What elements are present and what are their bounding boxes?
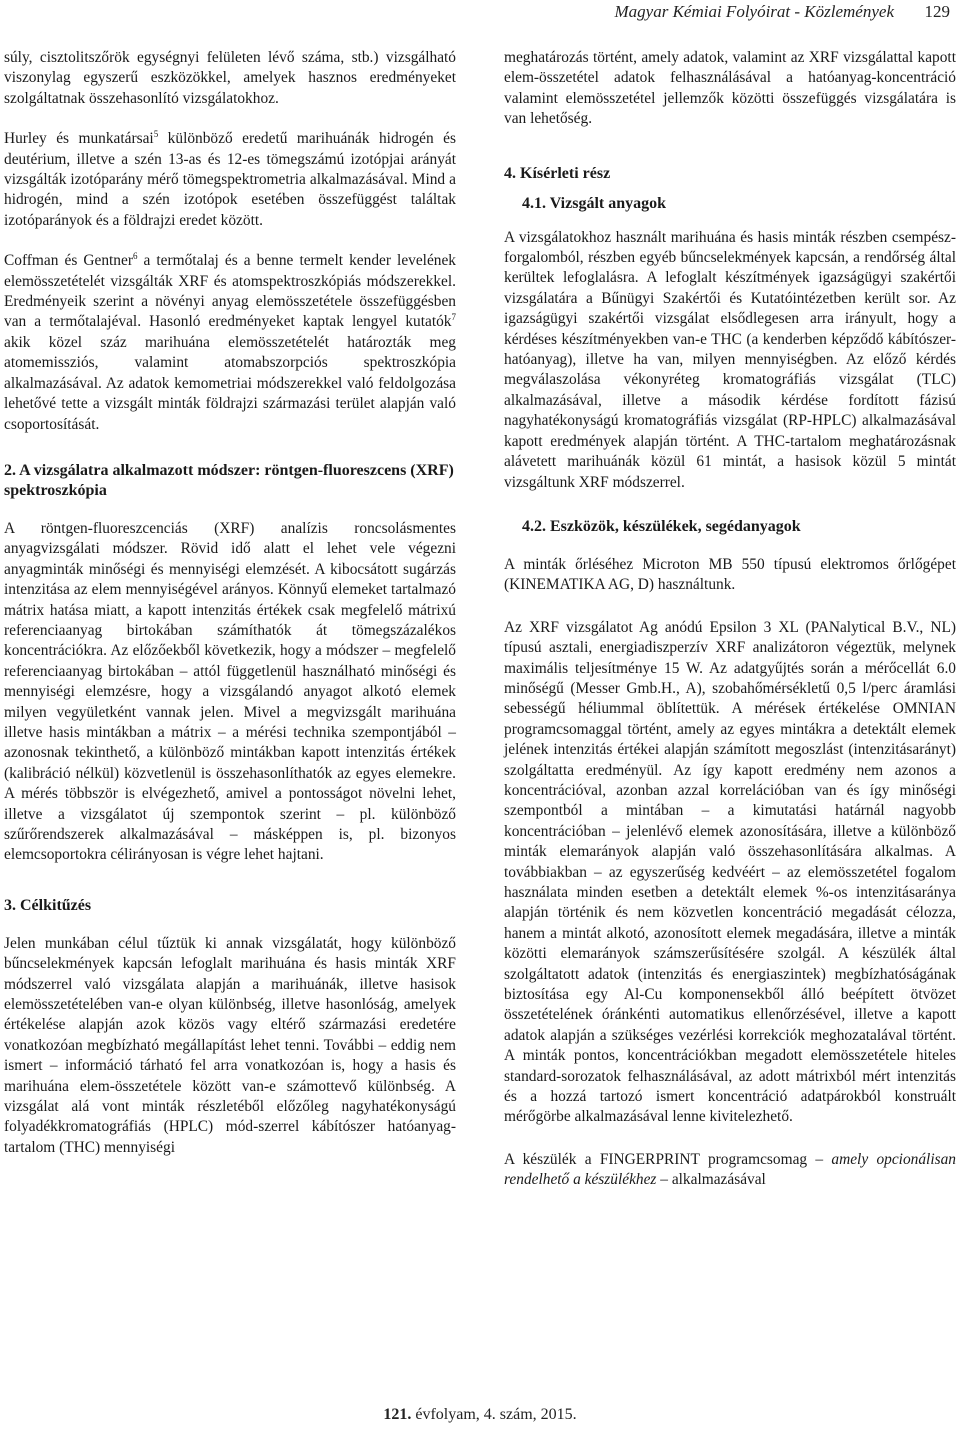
section-heading: 4. Kísérleti rész	[504, 164, 611, 182]
left-column	[4, 48, 456, 1178]
paragraph	[4, 129, 456, 231]
paragraph: A minták őrléséhez Microton MB 550 típusú elektromos őrlőgépet (KINEMATIKA AG, D) használtunk.	[504, 555, 956, 594]
paragraph-text: A készülék a FINGERPRINT programcsomag –	[504, 1150, 832, 1168]
paragraph: Jelen munkában célul tűztük ki annak vizsgálatát, hogy különböző bűncselekmények kapcsán lefoglalt marihuána és hasis minták XRF módszerrel való vizsgálata alapján a marihuánák, illetve hasisok elemösszetételében van-e olyan különbség, illetve hasonlóság, amelyek értékelése alapján azok közös vagy eltérő származási eredetére vonatkozóan megbízható megállapítást lehet tenni. További – eddig nem ismert – információ tárható fel arra vonatkozóan is, hogy a hasis és marihuána elem-összetétele között van-e számottevő különbség. A vizsgálat alá vont minták részletéből előzőleg nagyhatékonyságú folyadékkromatográfiás (HPLC) mód-szerrel kábítószer hatóanyag-tartalom (THC) mennyiségi	[4, 934, 456, 1156]
issue-info: évfolyam, 4. szám, 2015.	[411, 1406, 577, 1423]
section-heading: 3. Célkitűzés	[4, 896, 92, 914]
paragraph: A vizsgálatokhoz használt marihuána és hasis minták részben csempész-forgalomból, részben egyéb bűncselekmények kapcsán, a rendőrség által kerültek lefoglalásra. A lefoglalt készítmények igazságügyi szakértői vizsgálatára a Bűnügyi Szakértői és Kutatóintézetben került sor. Az igazságügyi szakértői vizsgálat elsődlegesen arra irányult, hogy a kérdéses készítményekben van-e THC (a kenderben képződő kábítószer-hatóanyag), illetve ha van, milyen mennyiségben. Az előző kérdés megválaszolása vékonyréteg kromatográfiás vizsgálat (TLC) alkalmazásával, illetve a második kérdése fordított fázisú nagyhatékonyságú kromatográfiás vizsgálat (RP-HPLC) alkalmazásával kapott eredmények alapján történt. A THC-tartalom meghatározásnak alávetett marihuánák közül 61 mintát, a hasisok közül 5 mintát vizsgáltunk XRF módszerrel.	[504, 228, 956, 491]
page-number: 129	[924, 2, 950, 21]
paragraph-text: a termőtalaj és a benne termelt kender levelének elemösszetételét vizsgálták XRF és atomspektroszkópiás módszerekkel. Eredményeik szerint a növényi anyag elemösszetétele összefüggésben van a termőtalajéval. Hasonló eredményeket kaptak lengyel kutatók	[4, 252, 457, 331]
paragraph	[4, 251, 456, 435]
running-header	[0, 2, 960, 26]
paragraph-text: Hurley és munkatársai	[4, 130, 154, 148]
journal-title: Magyar Kémiai Folyóirat - Közlemények	[614, 2, 894, 21]
paragraph-text: – alkalmazásával	[656, 1171, 766, 1189]
subsection-heading: 4.2. Eszközök, készülékek, segédanyagok	[522, 517, 801, 535]
paragraph	[504, 1150, 956, 1191]
paragraph: A röntgen-fluoreszcenciás (XRF) analízis roncsolásmentes anyagvizsgálati módszer. Rövid idő alatt el lehet vele végezni anyagminták minőségi és mennyiségi elemzését. A kibocsátott sugárzás intenzitása az elem mennyiségével arányos. Könnyű elemeket tartalmazó mátrix hatása miatt, a kapott intenzitás értékek csak megfelelő mátrixú referenciaanyag birtokában számíthatók át tömegszázalékos koncentrációkra. Az előzőekből következik, hogy a módszer – megfelelő referenciaanyag birtokában – attól függetlenül használható minőségi és mennyiségi elemzésre, hogy a vizsgálandó anyagot alkotó elemek milyen vegyületként vannak jelen. Mivel a megvizsgált marihuána illetve hasis mintákban a mátrix – a mérési technika szempontjából – azonosnak tekinthető, a különböző mintákban kapott intenzitás értékek (kalibráció nélkül) közvetlenül is összehasonlíthatók az egyes elemekre. A mérés többször is elvégezhető, amivel a pontosságot növelni lehet, illetve a vizsgálatot új szempontok szerint – pl. különböző szűrőrendszerek alkalmazásával – másképpen is, pl. bizonyos elemcsoportokra célirányosan is végre lehet hajtani.	[4, 519, 456, 864]
citation-marker: 7	[451, 312, 456, 323]
running-footer	[0, 1406, 960, 1424]
paragraph-text: Coffman és Gentner	[4, 252, 133, 270]
paragraph-italic-text: amely opcionálisan rendelhető a készülékhez	[504, 1150, 956, 1189]
paragraph-text: különböző eredetű marihuánák hidrogén és deutérium, illetve a szén 13-as és 12-es tömegszámú izotópjai arányát vizsgálták izotóparány mérő tömegspektrometria alkalmazásával. Mind a hidrogén, mind a szén izotópok esetében összefüggést találtak izotóparányok és a földrajzi eredet között.	[4, 130, 456, 229]
paragraph: súly, cisztolitszőrök egységnyi felületen lévő száma, stb.) vizsgálható viszonylag egyszerű eszközökkel, amelyek hasznos eredményeket szolgáltatnak összehasonlító vizsgálatokhoz.	[4, 49, 456, 107]
paragraph: meghatározás történt, amely adatok, valamint az XRF vizsgálattal kapott elem-összetétel adatok felhasználásával a hatóanyag-koncentráció valamint elemösszetétel jellemzők közötti összefüggés vizsgálatára is van lehetőség.	[504, 49, 956, 128]
volume-number: 121.	[383, 1406, 412, 1423]
right-column	[504, 48, 956, 1211]
section-heading: 2. A vizsgálatra alkalmazott módszer: röntgen-fluoreszcens (XRF) spektroszkópia	[4, 461, 454, 499]
paragraph-text: akik közel száz marihuána elemösszetételét határozták meg atomemissziós, valamint atomabszorpciós spektroszkópia alkalmazásával. Az adatok kemometriai módszerekkel való feldolgozása lehetővé tette a vizsgált minták földrajzi származási terület alapján való csoportosítását.	[4, 333, 456, 433]
citation-marker: 5	[153, 129, 159, 140]
subsection-heading: 4.1. Vizsgált anyagok	[522, 194, 667, 212]
citation-marker: 6	[132, 251, 138, 262]
paragraph: Az XRF vizsgálatot Ag anódú Epsilon 3 XL (PANalytical B.V., NL) típusú asztali, energiadiszperzív XRF analizátoron végeztük, melynek maximális teljesítménye 15 W. Az adatgyűjtés során a mérőcellát 6.0 minőségű (Messer Gmb.H., A), szobahőmérsékletű 0,5 l/perc áramlási sebességű héliummal öblítettük. A mérések értékelése OMNIAN programcsomaggal történt, amely az egyes mintákra a detektált elemek jelének intenzitás értékei alapján számított megoszlást (intenzitásarányt) szolgáltatta eredményül. Az így kapott eredmény nem azonos a koncentrációval, azonban azzal korrelációban van és így minőségi szempontból a mintában – a kimutatási határnál nagyobb koncentrációban – jelenlévő elemek azonosítására, illetve a különböző minták elemarányok alapján való összehasonlítására alkalmas. A továbbiakban – az egyszerűség kedvéért – az elemösszetétel fogalom használata minden esetben a detektált elemek %-os intenzitásaránya alapján történik és nem közvetlen koncentráció megadását célozza, hanem a mintát alkotó, azonosított elemek megadására, illetve a minták közötti elemarányok számszerűsítésére szolgál. A készülék által szolgáltatott adatok (intenzitás és energiaszintek) megbízhatóságának biztosítása egy Al-Cu komponensekből álló beépített ötvözet összetételének óránkénti automatikus ellenőrzésével, illetve a kapott adatok alapján a szükséges vezérlési korrekciók meghozatalával történt. A minták pontos, koncentrációkban megadott elemösszetétele hiteles standard-sorozatok felhasználásával, az adott mátrixból mért intenzitás és a hozzá tartozó ismert koncentráció adatpárokból konstruált mérőgörbe alkalmazásával lenne kivitelezhető.	[504, 618, 956, 1126]
